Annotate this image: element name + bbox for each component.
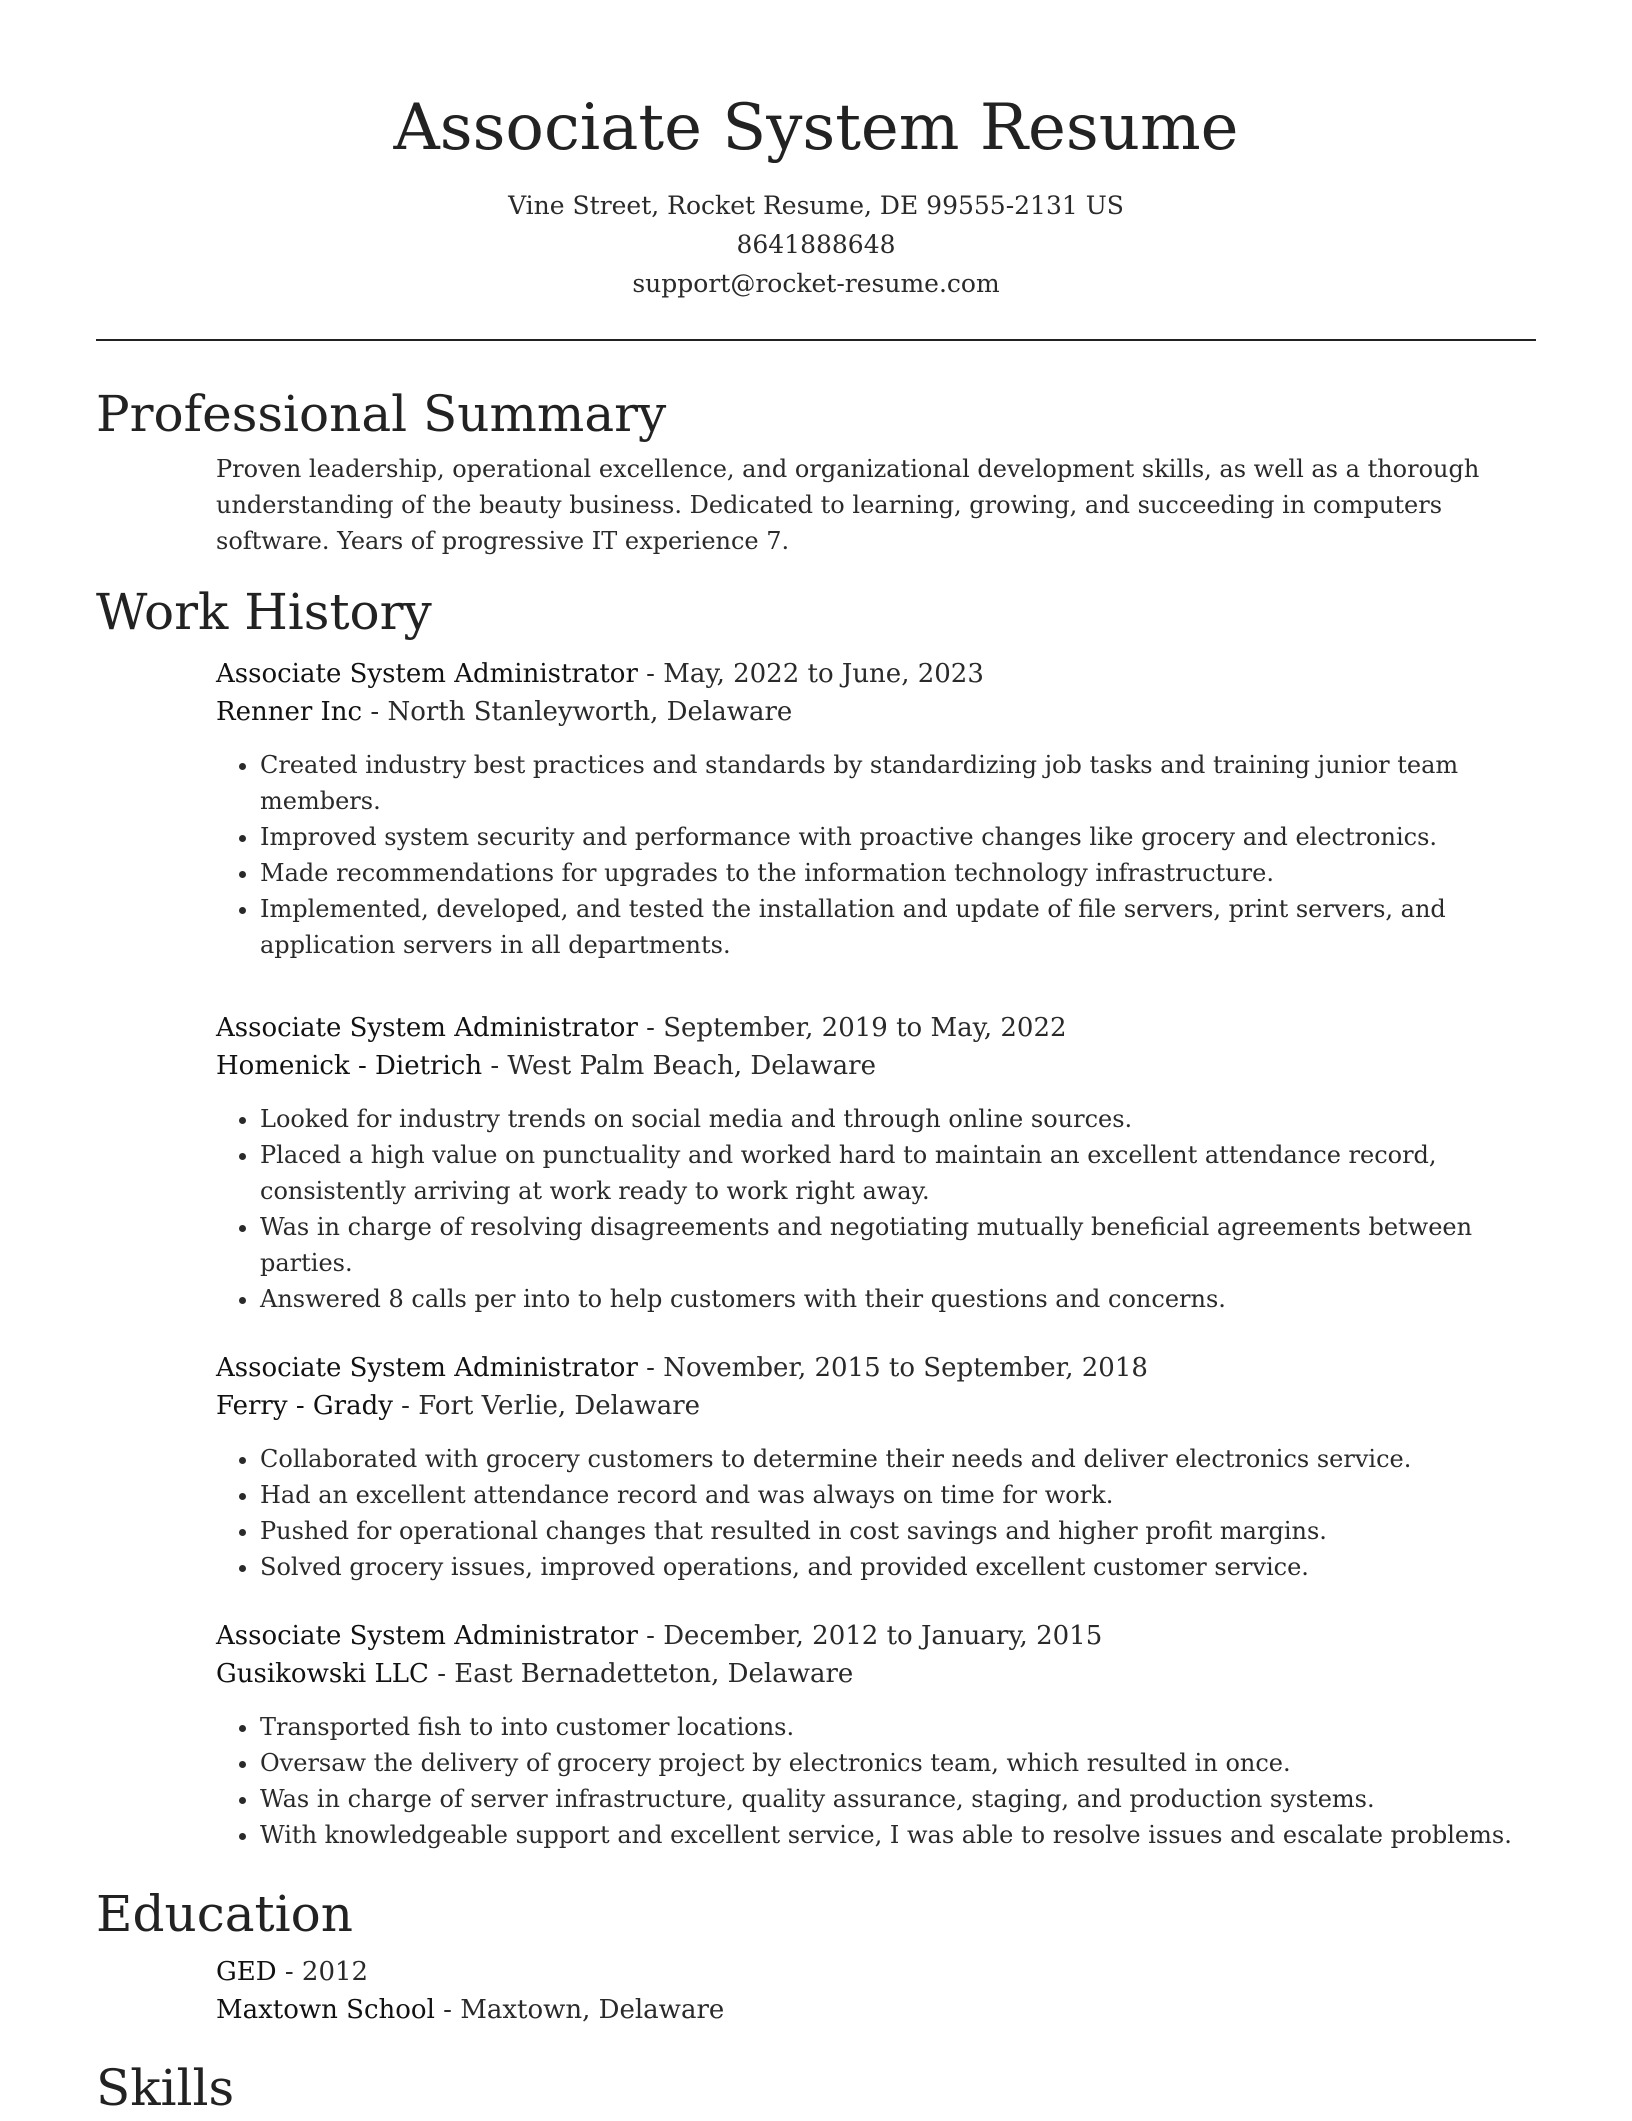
summary-heading: Professional Summary — [96, 385, 667, 443]
job-title-line — [216, 1009, 1536, 1047]
job-bullet: • Implemented, developed, and tested the installation and update of file servers, print servers, and application servers in all departments. — [260, 891, 1536, 963]
job-bullet: • Made recommendations for upgrades to the information technology infrastructure. — [260, 855, 1536, 891]
work-history-heading: Work History — [96, 583, 432, 641]
job-bullet: • Answered 8 calls per into to help customers with their questions and concerns. — [260, 1281, 1536, 1317]
job-company-line — [216, 1047, 1536, 1085]
job-bullet: • Pushed for operational changes that resulted in cost savings and higher profit margins. — [260, 1513, 1536, 1549]
job-company: Gusikowski LLC — [216, 1659, 429, 1689]
skills-section — [96, 2055, 1536, 2121]
job-bullet: • Created industry best practices and standards by standardizing job tasks and training junior team members. — [260, 747, 1536, 819]
job-bullets — [216, 1709, 1536, 1853]
job-dates: - May, 2022 to June, 2023 — [637, 659, 984, 689]
job-bullets — [216, 747, 1536, 963]
job-position: Associate System Administrator — [216, 1353, 638, 1383]
degree-year: - 2012 — [276, 1957, 369, 1987]
phone: 8641888648 — [736, 230, 896, 259]
job-bullet: • Improved system security and performance with proactive changes like grocery and electronics. — [260, 819, 1536, 855]
job-entry — [216, 1617, 1536, 1853]
job-location: - North Stanleyworth, Delaware — [362, 697, 793, 727]
skills-heading: Skills — [96, 2059, 235, 2117]
job-dates: - November, 2015 to September, 2018 — [637, 1353, 1148, 1383]
job-dates: - September, 2019 to May, 2022 — [637, 1013, 1067, 1043]
job-entry — [216, 1009, 1536, 1317]
job-bullet: • Collaborated with grocery customers to determine their needs and deliver electronics service. — [260, 1441, 1536, 1477]
job-bullet: • Looked for industry trends on social media and through online sources. — [260, 1101, 1536, 1137]
address: Vine Street, Rocket Resume, DE 99555-2131 US — [508, 191, 1124, 220]
degree-line — [216, 1953, 1536, 1991]
job-bullet: • Placed a high value on punctuality and worked hard to maintain an excellent attendance record, consistently arriving at work ready to work right away. — [260, 1137, 1536, 1209]
job-entry — [216, 655, 1536, 963]
resume-header — [96, 0, 1536, 303]
job-company: Renner Inc — [216, 697, 363, 727]
school-location: - Maxtown, Delaware — [434, 1995, 725, 2025]
job-position: Associate System Administrator — [216, 1013, 638, 1043]
contact-block — [96, 186, 1536, 303]
job-bullet: • With knowledgeable support and excellent service, I was able to resolve issues and escalate problems. — [260, 1817, 1536, 1853]
job-bullet: • Oversaw the delivery of grocery project by electronics team, which resulted in once. — [260, 1745, 1536, 1781]
job-company-line — [216, 1655, 1536, 1693]
education-section — [96, 1881, 1536, 2029]
job-title-line — [216, 1617, 1536, 1655]
resume-title: Associate System Resume — [393, 91, 1239, 165]
job-location: - East Bernadetteton, Delaware — [428, 1659, 854, 1689]
summary-text: Proven leadership, operational excellence, and organizational development skills, as well as a thorough understanding of the beauty business. Dedicated to learning, growing, and succeeding in computers software. Years of progressive IT experience 7. — [216, 455, 1480, 555]
job-location: - West Palm Beach, Delaware — [482, 1051, 876, 1081]
job-bullet: • Solved grocery issues, improved operations, and provided excellent customer service. — [260, 1549, 1536, 1585]
education-heading: Education — [96, 1885, 353, 1943]
job-company: Homenick - Dietrich — [216, 1051, 483, 1081]
school-name: Maxtown School — [216, 1995, 435, 2025]
email: support@rocket-resume.com — [632, 269, 1000, 298]
job-title-line — [216, 1349, 1536, 1387]
job-bullet: • Transported fish to into customer locations. — [260, 1709, 1536, 1745]
job-bullets — [216, 1441, 1536, 1585]
education-entry — [96, 1953, 1536, 2029]
resume-page — [96, 0, 1536, 2121]
job-company: Ferry - Grady — [216, 1391, 393, 1421]
job-location: - Fort Verlie, Delaware — [392, 1391, 701, 1421]
job-bullet: • Was in charge of server infrastructure, quality assurance, staging, and production systems. — [260, 1781, 1536, 1817]
job-company-line — [216, 693, 1536, 731]
job-dates: - December, 2012 to January, 2015 — [637, 1621, 1103, 1651]
work-history-section — [96, 579, 1536, 1853]
school-line — [216, 1991, 1536, 2029]
job-bullets — [216, 1101, 1536, 1317]
degree: GED — [216, 1957, 277, 1987]
header-divider — [96, 339, 1536, 341]
summary-section — [96, 381, 1536, 559]
job-bullet: • Was in charge of resolving disagreements and negotiating mutually beneficial agreements between parties. — [260, 1209, 1536, 1281]
job-position: Associate System Administrator — [216, 659, 638, 689]
job-position: Associate System Administrator — [216, 1621, 638, 1651]
job-entry — [216, 1349, 1536, 1585]
job-company-line — [216, 1387, 1536, 1425]
job-bullet: • Had an excellent attendance record and was always on time for work. — [260, 1477, 1536, 1513]
job-title-line — [216, 655, 1536, 693]
